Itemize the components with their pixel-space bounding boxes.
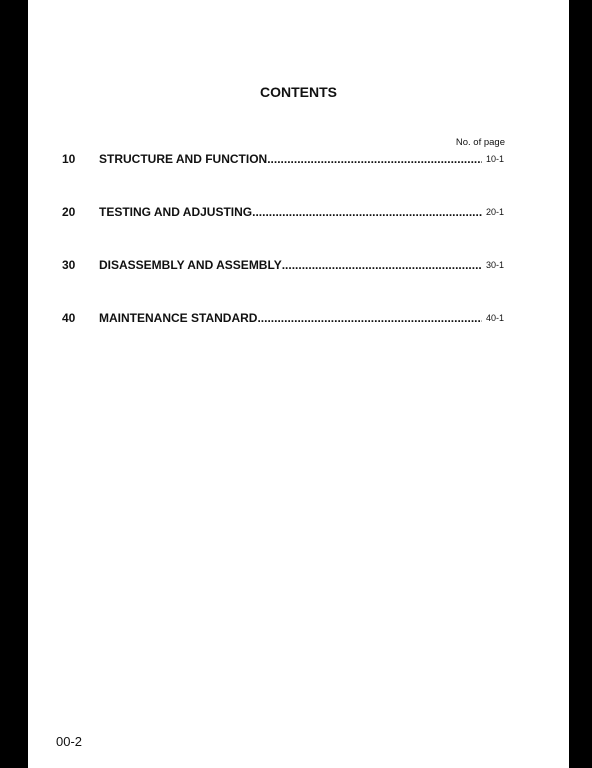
toc-entry-number: 20: [62, 205, 76, 219]
toc-entry-number: 10: [62, 152, 76, 166]
toc-entry-leader: [99, 205, 482, 219]
page-column-header: No. of page: [455, 137, 505, 148]
toc-entry-number: 40: [62, 311, 76, 325]
toc-entry-leader: [99, 311, 482, 325]
dot-leader: [282, 258, 482, 272]
toc-entry: [62, 311, 505, 327]
dot-leader: [267, 152, 482, 166]
dot-leader: [252, 205, 482, 219]
toc-entry-page: 10-1: [486, 154, 505, 164]
toc-entry-leader: [99, 152, 482, 166]
toc-entry-page: 40-1: [486, 313, 505, 323]
toc-entry-leader: [99, 258, 482, 272]
toc-entry-title: TESTING AND ADJUSTING: [99, 205, 253, 219]
toc-entry: [62, 258, 505, 274]
toc-entry-title: STRUCTURE AND FUNCTION: [99, 152, 268, 166]
toc-entry-title: MAINTENANCE STANDARD: [99, 311, 258, 325]
toc-entry: [62, 205, 505, 221]
dot-leader: [257, 311, 482, 325]
toc-entry-title: DISASSEMBLY AND ASSEMBLY: [99, 258, 282, 272]
toc-entry: [62, 152, 505, 168]
toc-entry-page: 20-1: [486, 207, 505, 217]
page-title: CONTENTS: [260, 84, 337, 100]
toc-entry-number: 30: [62, 258, 76, 272]
page-number: 00-2: [56, 734, 83, 749]
document-page: [28, 0, 569, 768]
toc-entry-page: 30-1: [486, 260, 505, 270]
